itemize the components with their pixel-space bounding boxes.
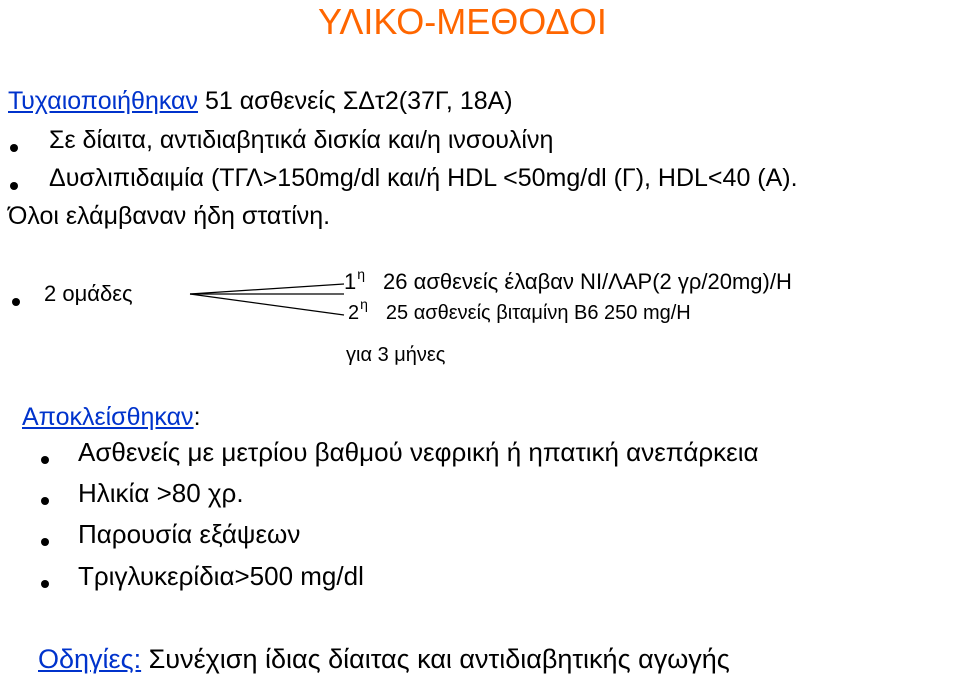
bullet-dot bbox=[10, 139, 18, 157]
randomized-line bbox=[8, 86, 513, 116]
excluded-colon: : bbox=[193, 403, 201, 431]
bullet-dot bbox=[41, 492, 49, 510]
randomized-text: 51 ασθενείς ΣΔτ2(37Γ, 18Α) bbox=[198, 87, 513, 115]
instructions-text: Συνέχιση ίδιας δίαιτας και αντιδιαβητικής αγωγής bbox=[141, 644, 730, 674]
bullet-dot bbox=[10, 177, 18, 195]
bullet-dot bbox=[41, 575, 49, 593]
group-1-text: 26 ασθενείς έλαβαν ΝΙ/ΛΑΡ(2 γρ/20mg)/Η bbox=[383, 269, 792, 294]
slide-title: ΥΛΙΚΟ-ΜΕΘΟΔΟΙ bbox=[318, 1, 607, 42]
branch-line-lower bbox=[190, 294, 344, 315]
group-1-ordinal: η bbox=[357, 266, 366, 282]
excluded-item: Παρουσία εξάψεων bbox=[78, 519, 301, 549]
excluded-item: Ηλικία >80 χρ. bbox=[78, 478, 244, 508]
group-1-number: 1 bbox=[344, 269, 357, 294]
groups-label: 2 ομάδες bbox=[44, 281, 133, 306]
excluded-item: Ασθενείς με μετρίου βαθμού νεφρική ή ηπατική ανεπάρκεια bbox=[78, 437, 759, 467]
excluded-item: Τριγλυκερίδια>500 mg/dl bbox=[78, 561, 364, 591]
bullet-diet: Σε δίαιτα, αντιδιαβητικά δισκία και/η ινσουλίνη bbox=[49, 126, 554, 154]
bullet-dyslipidemia: Δυσλιπιδαιμία (ΤΓΛ>150mg/dl και/ή HDL <50mg/dl (Γ), HDL<40 (Α). bbox=[49, 164, 798, 192]
bullet-dot bbox=[41, 533, 49, 551]
group-1 bbox=[344, 268, 792, 298]
bullet-dot bbox=[41, 451, 49, 469]
excluded-link[interactable]: Αποκλείσθηκαν bbox=[22, 403, 194, 431]
group-branch-lines bbox=[188, 280, 348, 320]
randomized-link[interactable]: Τυχαιοποιήθηκαν bbox=[8, 87, 199, 115]
duration: για 3 μήνες bbox=[346, 344, 446, 366]
instructions-line bbox=[38, 642, 730, 676]
group-2-ordinal: η bbox=[360, 296, 368, 312]
statin-line: Όλοι ελάμβαναν ήδη στατίνη. bbox=[8, 202, 331, 230]
group-2-number: 2 bbox=[348, 302, 360, 324]
excluded-heading bbox=[22, 402, 201, 432]
branch-line-upper bbox=[190, 284, 344, 294]
group-2 bbox=[348, 296, 691, 327]
group-2-text: 25 ασθενείς βιταμίνη Β6 250 mg/Η bbox=[385, 302, 691, 324]
bullet-dot bbox=[12, 293, 20, 311]
instructions-link[interactable]: Οδηγίες: bbox=[38, 644, 142, 674]
